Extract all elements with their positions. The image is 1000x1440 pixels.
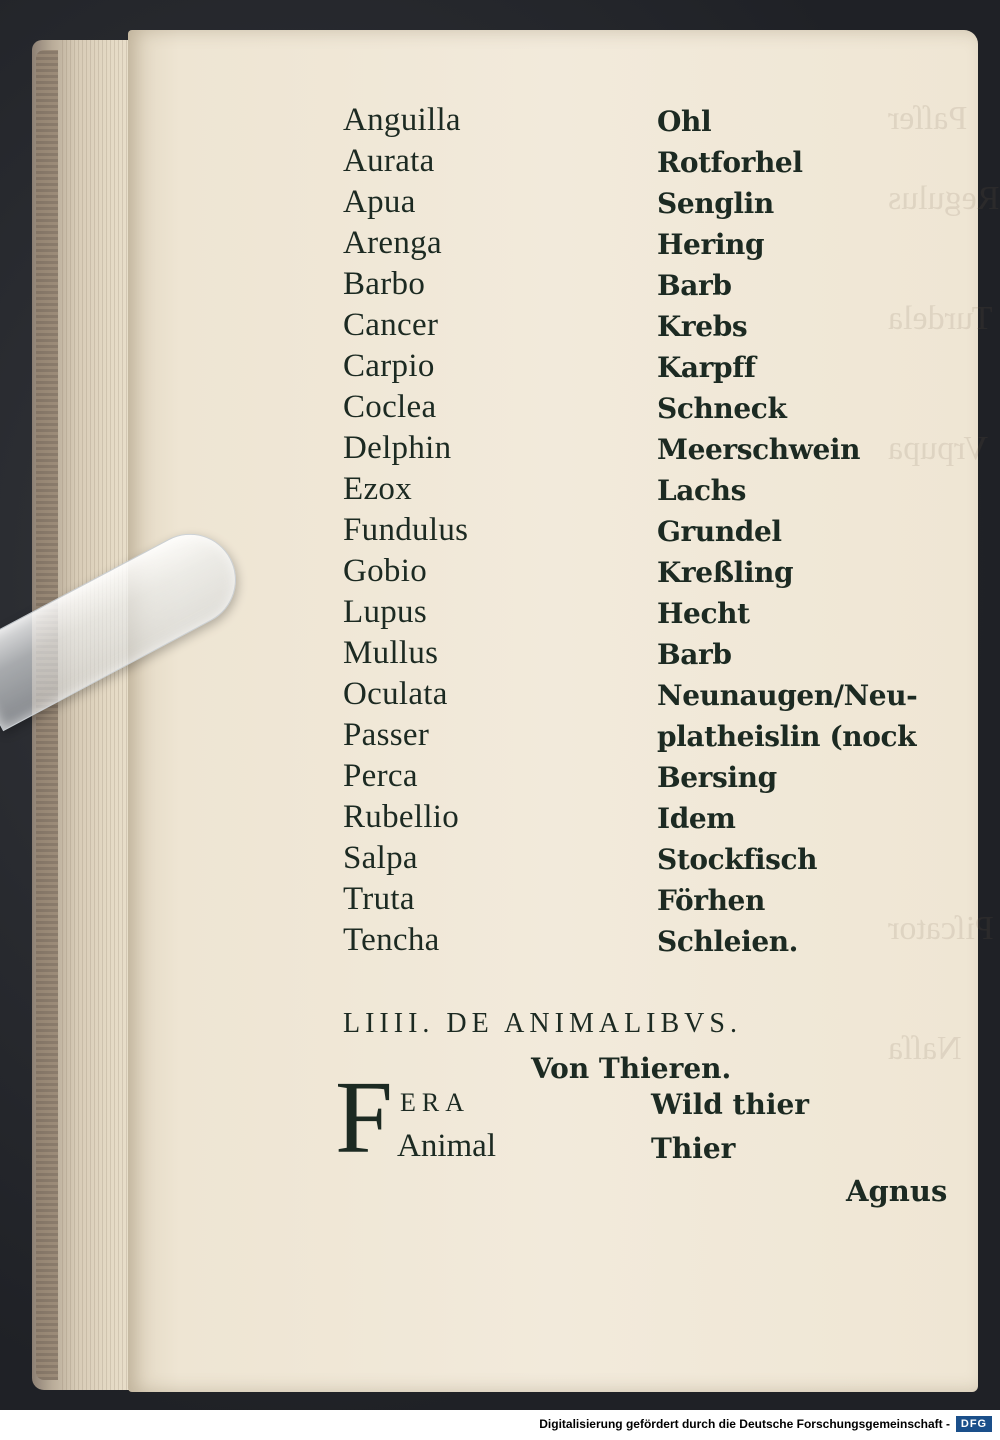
latin-term: Fundulus — [343, 512, 469, 548]
german-term: Schneck — [657, 392, 787, 425]
latin-term: Salpa — [343, 840, 418, 876]
latin-term: Aurata — [343, 143, 435, 179]
german-term: Ohl — [657, 105, 712, 138]
fera-german: Wild thier — [651, 1088, 810, 1121]
german-term: Hecht — [657, 597, 750, 630]
latin-term: Gobio — [343, 553, 427, 589]
german-term: Bersing — [657, 761, 777, 794]
german-term: Schleien. — [657, 925, 799, 958]
german-term: Neunaugen/Neu- — [657, 679, 918, 712]
latin-term: Delphin — [343, 430, 452, 466]
latin-term: Cancer — [343, 307, 439, 343]
german-term: Lachs — [657, 474, 747, 507]
latin-term: Barbo — [343, 266, 426, 302]
latin-term: Lupus — [343, 594, 427, 630]
book-page-edges — [32, 40, 142, 1390]
section-heading: LIIII. DE ANIMALIBVS. — [343, 1008, 742, 1039]
reverse-page-showthrough: Paſſer Regulus Turdela Vrpupa Piſcator Naſſa — [888, 100, 1000, 1067]
fera-latin: ERA — [400, 1088, 470, 1117]
latin-term: Coclea — [343, 389, 437, 425]
german-term: Krebs — [657, 310, 748, 343]
latin-term: Passer — [343, 717, 430, 753]
german-term: Meerschwein — [657, 433, 861, 466]
dfg-logo: DFG — [956, 1416, 992, 1432]
latin-term: Tencha — [343, 922, 440, 958]
section-subheading: Von Thieren. — [531, 1052, 732, 1085]
german-term: Stockfisch — [657, 843, 818, 876]
drop-cap: F — [335, 1060, 393, 1175]
german-term: Rotforhel — [657, 146, 803, 179]
latin-term: Anguilla — [343, 102, 461, 138]
animal-latin: Animal — [397, 1128, 496, 1164]
latin-term: Oculata — [343, 676, 448, 712]
latin-term: Mullus — [343, 635, 439, 671]
german-term: Barb — [657, 269, 732, 302]
german-term: Senglin — [657, 187, 774, 220]
latin-term: Perca — [343, 758, 418, 794]
latin-term: Carpio — [343, 348, 435, 384]
german-term: Kreßling — [657, 556, 794, 589]
german-term: Hering — [657, 228, 765, 261]
catchword: Agnus — [846, 1174, 948, 1208]
footer-bar — [0, 1410, 1000, 1440]
animal-german: Thier — [651, 1132, 736, 1165]
latin-term: Ezox — [343, 471, 413, 507]
latin-term: Apua — [343, 184, 416, 220]
funding-credit: Digitalisierung gefördert durch die Deutsche Forschungsgemeinschaft - — [539, 1417, 950, 1431]
german-term: Karpff — [657, 351, 756, 384]
german-term: Idem — [657, 802, 736, 835]
latin-term: Truta — [343, 881, 415, 917]
german-term: Barb — [657, 638, 732, 671]
german-term: Förhen — [657, 884, 765, 917]
latin-term: Arenga — [343, 225, 442, 261]
latin-term: Rubellio — [343, 799, 460, 835]
german-term: platheislin (nock — [657, 720, 917, 753]
german-term: Grundel — [657, 515, 782, 548]
